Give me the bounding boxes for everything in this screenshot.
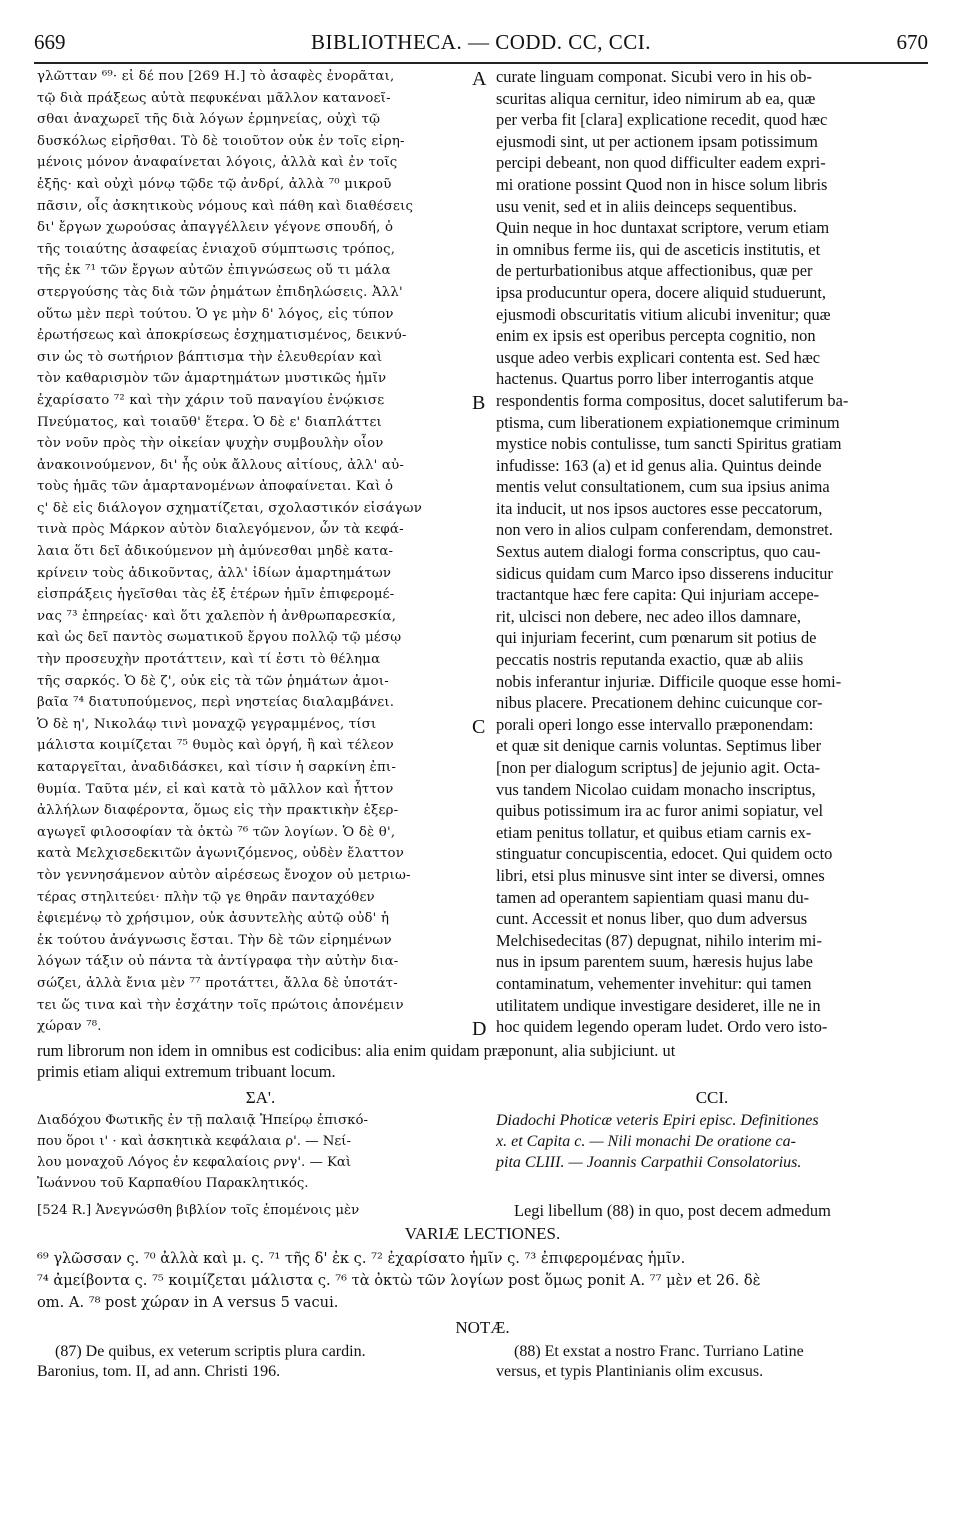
latin-title-line: x. et Capita c. — Nili monachi De oratione ca-	[496, 1133, 796, 1150]
greek-text-line: εἰσπράξεις ἡγεῖσθαι τὰς ἐξ ἑτέρων ἡμῖν ἐπιφερομέ-	[37, 587, 395, 603]
greek-text-line: Ὁ δὲ η', Νικολάῳ τινὶ μοναχῷ γεγραμμένος, τίσι	[37, 716, 377, 732]
greek-title-line: Ἰωάννου τοῦ Καρπαθίου Παρακλητικός.	[37, 1176, 309, 1191]
full-width-line: primis etiam aliqui extremum tribuant locum.	[37, 1062, 336, 1081]
latin-text-line: respondentis forma compositus, docet salutiferum ba-	[496, 390, 849, 410]
latin-text-line: vus tandem Nicolao cuidam monacho inscriptus,	[496, 779, 816, 799]
greek-text-line: σθαι ἀναχωρεῖ τῆς διὰ λόγων ἑρμηνείας, οὐχὶ τῷ	[37, 112, 381, 128]
latin-text-line: tamen ad operantem sapientiam quasi manu du-	[496, 887, 810, 907]
greek-text-line: τέρας στηλιτεύει· πλὴν τῷ γε θηρᾶν πανταχόθεν	[37, 889, 375, 905]
greek-text-line: δυσκόλως εἰρῆσθαι. Τὸ δὲ τοιοῦτον οὐκ ἐν τοῖς εἰρη-	[37, 133, 405, 149]
latin-text-line: infudisse: 163 (a) et id genus alia. Quintus deinde	[496, 455, 822, 475]
latin-text-line: de perturbationibus atque affectionibus, quæ per	[496, 261, 813, 281]
variant-reading-line: ⁷⁴ ἀμείβοντα ς. ⁷⁵ κοιμίζεται μάλιστα ς. ⁷⁶ τὰ ὀκτὼ τῶν λογίων post ὅμως ponit A. ⁷⁷ μὲν et 26. δὲ	[37, 1272, 761, 1289]
latin-text-line: mentis velut consultationem, cum sua ipsius anima	[496, 477, 830, 497]
latin-text-line: mystice nobis contulisse, tum sancti Spiritus gratiam	[496, 434, 842, 454]
note-88-line: (88) Et exstat a nostro Franc. Turriano Latine	[514, 1343, 804, 1360]
latin-text-line: enim ex ipsis est operibus percepta cognitio, non	[496, 326, 816, 346]
page-number-right: 670	[896, 30, 928, 54]
greek-text-line: τῆς σαρκός. Ὁ δὲ ζ', οὐκ εἰς τὰ τῶν ῥημάτων ἀμοι-	[37, 673, 389, 689]
greek-text-line: πᾶσιν, οἷς ἀσκητικοὺς νόμους καὶ πάθη καὶ διαθέσεις	[37, 198, 414, 214]
latin-text-line: sidicus quidam cum Marco ipso disserens inducitur	[496, 563, 833, 583]
greek-text-line: ἐφιεμένῳ τὸ χρήσιμον, οὐκ ἀσυντελὴς αὐτῷ οὐδ' ἡ	[37, 911, 390, 927]
greek-text-line: Πνεύματος, καὶ τοιαῦθ' ἕτερα. Ὁ δὲ ε' διαπλάττει	[37, 414, 382, 430]
latin-text-line: usu venit, sed et in aliis deinceps sequentibus.	[496, 196, 797, 216]
latin-text-line: cunt. Accessit et nonus liber, quo dum adversus	[496, 909, 808, 929]
notae-heading: NOTÆ.	[455, 1318, 510, 1337]
greek-text-line: αγωγεῖ φιλοσοφίαν τὰ ὀκτὼ ⁷⁶ τῶν λογίων. Ὁ δὲ θ',	[37, 824, 396, 840]
latin-text-line: ipsa producuntur opera, docere aliquid studuerunt,	[496, 282, 826, 302]
greek-text-line: ἑξῆς· καὶ οὐχὶ μόνῳ τῷδε τῷ ἀνδρί, ἀλλὰ ⁷⁰ μικροῦ	[37, 176, 392, 192]
latin-text-line: [non per dialogum scriptus] de jejunio agit. Octa-	[496, 758, 821, 777]
running-title: BIBLIOTHECA. — CODD. CC, CCI.	[310, 30, 651, 54]
latin-text-line: porali operi longo esse intervallo præponendam:	[496, 714, 814, 734]
margin-marker-a: A	[472, 68, 487, 90]
latin-text-line: stinguatur concupiscentia, edocet. Qui quidem octo	[496, 844, 833, 864]
greek-text-line: ἐκ τούτου ἀνάγνωσις ἔσται. Τὴν δὲ τῶν εἰρημένων	[37, 932, 392, 948]
margin-marker-d: D	[472, 1018, 487, 1040]
greek-text-line: ς' δὲ εἰς διάλογον σχηματίζεται, σχολαστικόν εἰσάγων	[37, 500, 423, 516]
greek-text-line: χώραν ⁷⁸.	[37, 1019, 102, 1035]
latin-text-line: libri, etsi plus minusve sint inter se diversi, omnes	[496, 865, 825, 885]
note-88-line: versus, et typis Plantinianis olim excusus.	[496, 1363, 764, 1380]
greek-text-line: τινὰ πρὸς Μάρκον αὐτὸν διαλεγόμενον, ὧν τὰ κεφά-	[37, 522, 404, 538]
greek-title-line: που ὅροι ι' · καὶ ἀσκητικὰ κεφάλαια ρ'. — Νεί-	[37, 1134, 352, 1149]
greek-text-line: λόγων τάξιν οὐ πάντα τὰ ἀντίγραφα τὴν αὐτὴν δια-	[37, 954, 399, 970]
greek-text-line: νας ⁷³ ἐπηρείας· καὶ ὅτι χαλεπὸν ἡ ἀνθρωπαρεσκία,	[37, 608, 397, 624]
latin-text-line: mi oratione possint Quod non in hisce solum libris	[496, 174, 828, 194]
greek-text-line: τοὺς ἡμᾶς τῶν ἁμαρτανομένων ἀποφαίνεται. Καὶ ὁ	[37, 479, 394, 495]
latin-text-line: curate linguam componat. Sicubi vero in his ob-	[496, 67, 812, 86]
greek-text-line: μένοις μόνον ἀναφαίνεται λόγοις, ἀλλὰ καὶ ἐν τοῖς	[37, 155, 398, 171]
latin-text-line: peccatis nostris reputanda exactio, quæ ab aliis	[496, 650, 804, 670]
greek-column	[37, 66, 487, 1038]
section-heading-greek: ΣΑ'.	[245, 1088, 276, 1107]
latin-text-line: in omnibus ferme iis, qui de asceticis institutis, et	[496, 239, 821, 259]
latin-text-line: etiam penitus tollatur, et quibus etiam carnis ex-	[496, 822, 812, 842]
greek-text-line: γλῶτταν ⁶⁹· εἰ δέ που [269 Η.] τὸ ἀσαφὲς ἐνορᾶται,	[37, 69, 395, 84]
page-number-left: 669	[34, 30, 66, 54]
greek-text-line: οὕτω μὲν περὶ τούτου. Ὁ γε μὴν δ' λόγος, εἰς τύπον	[37, 306, 394, 322]
greek-text-line: ἀλλήλων διαφέροντα, ὅμως εἰς τὴν πρακτικὴν ἐξερ-	[37, 803, 399, 819]
greek-text-line: βαῖα ⁷⁴ διατυπούμενος, περὶ νηστείας διαλαμβάνει.	[37, 695, 395, 711]
latin-text-line: ejusmodi obscuritatis vitium alicubi invenitur; quæ	[496, 304, 831, 324]
latin-text-line: Melchisedecitas (87) depugnat, nihilo interim mi-	[496, 930, 822, 950]
latin-text-line: rit, ulcisci non debere, nec adeo illos damnare,	[496, 606, 801, 626]
greek-text-line: σιν ὡς τὸ σωτήριον βάπτισμα τὴν ἐλευθερίαν καὶ	[37, 349, 383, 365]
latin-text-line: contaminatum, vehementer invehitur: qui tamen	[496, 973, 812, 993]
latin-text-line: quibus potissimum ira ac furor animi sopiatur, vel	[496, 801, 824, 821]
greek-text-line: τῆς ἐκ ⁷¹ τῶν ἔργων αὐτῶν ἐπιγνώσεως οὔ τι μάλα	[37, 263, 391, 279]
latin-text-line: nibus placere. Precationem dehinc cuicunque cor-	[496, 693, 823, 713]
greek-text-line: δι' ἔργων χωρούσας ἀπαγγέλλειν γέγονε σπουδή, ὁ	[37, 220, 394, 236]
greek-text-line: ἐχαρίσατο ⁷² καὶ τὴν χάριν τοῦ παναγίου ἐνῴκισε	[37, 392, 385, 408]
latin-text-line: non vero in alios culpam conferendam, demonstret.	[496, 520, 833, 540]
greek-text-line: τὸν γεννησάμενον αὐτὸν αἱρέσεως ἔνοχον οὐ μετριω-	[37, 867, 411, 883]
latin-text-line: usque adeo verbis explicari contenta est. Sed hæc	[496, 347, 821, 367]
margin-marker-c: C	[472, 716, 486, 738]
latin-title-line: pita CLIII. — Joannis Carpathii Consolatorius.	[496, 1154, 802, 1171]
variae-heading: VARIÆ LECTIONES.	[404, 1224, 561, 1243]
greek-text-line: καὶ ὡς δεῖ παντὸς σωματικοῦ ἔργου πολλῷ τῷ μέσῳ	[37, 630, 402, 646]
variant-reading-line: om. A. ⁷⁸ post χώραν in A versus 5 vacui.	[37, 1294, 339, 1311]
latin-text-line: et quæ sit denique carnis voluntas. Septimus liber	[496, 736, 822, 756]
latin-text-line: utilitatem undique investigare desideret, ille ne in	[496, 995, 821, 1015]
greek-text-line: κρίνειν τοὺς ἀδικοῦντας, ἀλλ' ἰδίων ἁμαρτημάτων	[37, 565, 392, 581]
latin-text-line: qui injuriam fecerint, cum pœnarum sit potius de	[496, 628, 817, 648]
greek-title-line: λου μοναχοῦ Λόγος ἐν κεφαλαίοις ρνγ'. — Καὶ	[37, 1155, 352, 1170]
latin-text-line: ejusmodi sint, ut per actionem ipsam potissimum	[496, 131, 818, 151]
greek-text-line: τὴν προσευχὴν προτάττειν, καὶ τί ἐστι τὸ θέλημα	[37, 652, 381, 668]
greek-text-line: καταργεῖται, ἀναδιδάσκει, καὶ τίσιν ἡ σαρκίνη ἐπι-	[37, 760, 397, 775]
margin-marker-b: B	[472, 392, 486, 414]
latin-text-line: hoc quidem legendo operam ludet. Ordo vero isto-	[496, 1017, 828, 1037]
greek-first-text: [524 R.] Ἀνεγνώσθη βιβλίον τοῖς ἑπομένοις μὲν	[37, 1203, 360, 1218]
latin-text-line: ita inducit, ut nos ipsos auctores esse peccatorum,	[496, 498, 823, 518]
greek-text-line: τῆς τοιαύτης ἀσαφείας ἐνιαχοῦ σύμπτωσις τρόπος,	[37, 241, 396, 257]
greek-text-line: ἐρωτήσεως καὶ ἀποκρίσεως ἐσχηματισμένος, δεικνύ-	[37, 328, 407, 344]
greek-text-line: τὸν καθαρισμὸν τῶν ἁμαρτημάτων μυστικῶς ἡμῖν	[37, 371, 387, 387]
greek-text-line: σώζει, ἀλλὰ ἔνια μὲν ⁷⁷ προτάττει, ἄλλα δὲ ὑποτάτ-	[37, 975, 398, 991]
greek-text-line: θυμία. Ταῦτα μέν, εἰ καὶ κατὰ τὸ μᾶλλον καὶ ἧττον	[37, 781, 394, 797]
note-87-line: (87) De quibus, ex veterum scriptis plura cardin.	[55, 1343, 366, 1360]
latin-text-line: ptisma, cum liberationem expiationemque criminum	[496, 412, 840, 432]
greek-text-line: στεργούσης τὰς διὰ τῶν ῥημάτων ἐπιδηλώσεις. Ἀλλ'	[37, 284, 403, 300]
latin-text-line: Sextus autem dialogi forma conscriptus, quo cau-	[496, 542, 821, 562]
variant-reading-line: ⁶⁹ γλῶσσαν ς. ⁷⁰ ἀλλὰ καὶ μ. ς. ⁷¹ τῆς δ' ἐκ ς. ⁷² ἐχαρίσατο ἡμῖν ς. ⁷³ ἐπιφερομένας ἡμῖν.	[37, 1250, 686, 1267]
greek-text-line: λαια ὅτι δεῖ ἀδικούμενον μὴ ἀμύνεσθαι μηδὲ κατα-	[37, 544, 394, 560]
latin-text-line: nus in ipsum parentem suum, hæresis hujus labe	[496, 952, 813, 972]
greek-text-line: τὸν νοῦν πρὸς τὴν οἰκείαν ψυχὴν συμβουλὴν οἷον	[37, 436, 384, 452]
latin-text-line: per verba fit [clara] explicatione recedit, quod hæc	[496, 110, 828, 130]
greek-title-line: Διαδόχου Φωτικῆς ἐν τῇ παλαιᾷ Ἠπείρῳ ἐπισκό-	[37, 1113, 368, 1128]
latin-first-text: Legi libellum (88) in quo, post decem admedum	[514, 1201, 831, 1220]
greek-text-line: τει ὥς τινα καὶ τὴν ἐσχάτην τοῖς πρώτοις ἀπονέμειν	[37, 997, 404, 1013]
latin-text-line: tractantque hæc fere capita: Qui injuriam accepe-	[496, 585, 820, 605]
page-header	[34, 30, 928, 58]
greek-text-line: τῷ διὰ πράξεως αὐτὰ πεφυκέναι μᾶλλον κατανοεῖ-	[37, 90, 391, 106]
full-width-line: rum librorum non idem in omnibus est codicibus: alia enim quidam præponunt, alia subjiciunt. ut	[37, 1041, 676, 1060]
latin-text-line: scuritas aliqua cernitur, ideo nimirum ab ea, quæ	[496, 88, 816, 108]
latin-text-line: Quin neque in hoc duntaxat scriptore, verum etiam	[496, 218, 830, 238]
greek-text-line: ἀνακοινούμενον, δι' ἧς οὐκ ἄλλους αἰτίους, ἀλλ' αὐ-	[37, 457, 405, 473]
latin-text-line: hactenus. Quartus porro liber interrogantis atque	[496, 369, 814, 389]
section-heading-latin: CCI.	[695, 1088, 729, 1107]
greek-text-line: κατὰ Μελχισεδεκιτῶν ἀγωνιζόμενος, οὐδὲν ἔλαττον	[37, 846, 405, 862]
greek-text-line: μάλιστα κοιμίζεται ⁷⁵ θυμὸς καὶ ὀργή, ἢ καὶ τέλεον	[37, 738, 394, 754]
note-87-line: Baronius, tom. II, ad ann. Christi 196.	[37, 1363, 281, 1380]
latin-text-line: percipi debeant, non quod difficulter eadem expri-	[496, 153, 826, 173]
header-rule	[34, 62, 928, 64]
latin-column	[496, 66, 928, 1038]
latin-title-line: Diadochi Photicæ veteris Epiri episc. Definitiones	[496, 1112, 819, 1129]
latin-text-line: nobis inferantur injuriæ. Difficile quoque esse homi-	[496, 671, 842, 691]
